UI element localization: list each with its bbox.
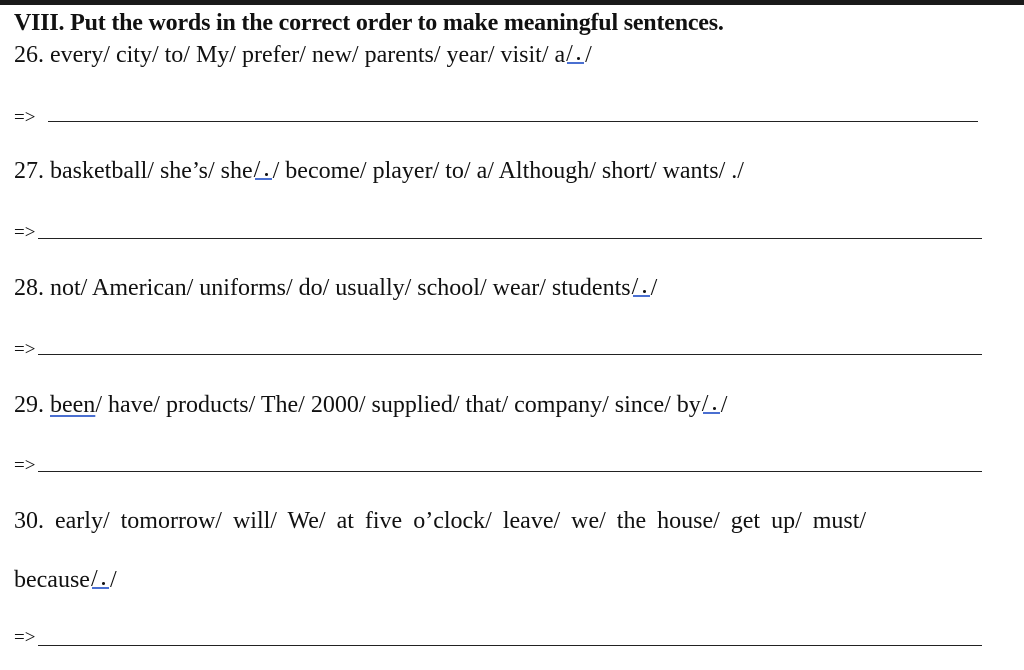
question-29-text-after: / have/ products/ The/ 2000/ supplied/ that/ company/ since/ by [95,392,701,418]
question-28-end: / [650,275,658,301]
question-30-text: because [14,567,90,593]
answer-marker-29: => [14,455,36,476]
answer-line-27[interactable] [38,238,982,239]
question-30-line-2 [14,567,117,594]
answer-line-28[interactable] [38,354,982,355]
answer-line-29[interactable] [38,471,982,472]
question-28-text: 28. not/ American/ uniforms/ do/ usually/ school/ wear/ students [14,275,631,301]
comma-blank-icon: / [254,160,272,180]
question-29-underlined-word: been [50,392,96,418]
answer-marker-28: => [14,339,36,360]
answer-line-30[interactable] [38,645,982,646]
answer-marker-27: => [14,222,36,243]
answer-marker-26: => [14,107,36,128]
comma-blank-icon: / [632,277,650,297]
question-27-text-after: / become/ player/ to/ a/ Although/ short/ wants/ ./ [272,158,744,184]
comma-blank-icon: / [566,44,584,64]
answer-line-26[interactable] [48,121,978,122]
question-26-text: 26. every/ city/ to/ My/ prefer/ new/ parents/ year/ visit/ a [14,42,566,68]
question-27-text-before: 27. basketball/ she’s/ she [14,158,253,184]
question-27 [14,158,744,185]
question-29-number: 29. [14,392,44,418]
question-29 [14,392,727,419]
question-26-end: / [585,42,592,68]
section-heading: VIII. Put the words in the correct order to make meaningful sentences. [14,10,724,36]
question-30-line-1: 30. early/ tomorrow/ will/ We/ at five o’clock/ leave/ we/ the house/ get up/ must/ [14,508,867,534]
top-border-strip [0,0,1024,5]
comma-blank-icon: / [702,394,720,414]
answer-marker-30: => [14,627,36,648]
question-26 [14,42,592,69]
question-29-end: / [720,392,728,418]
question-28 [14,275,657,302]
comma-blank-icon: / [91,569,109,589]
question-30-end: / [109,567,117,593]
